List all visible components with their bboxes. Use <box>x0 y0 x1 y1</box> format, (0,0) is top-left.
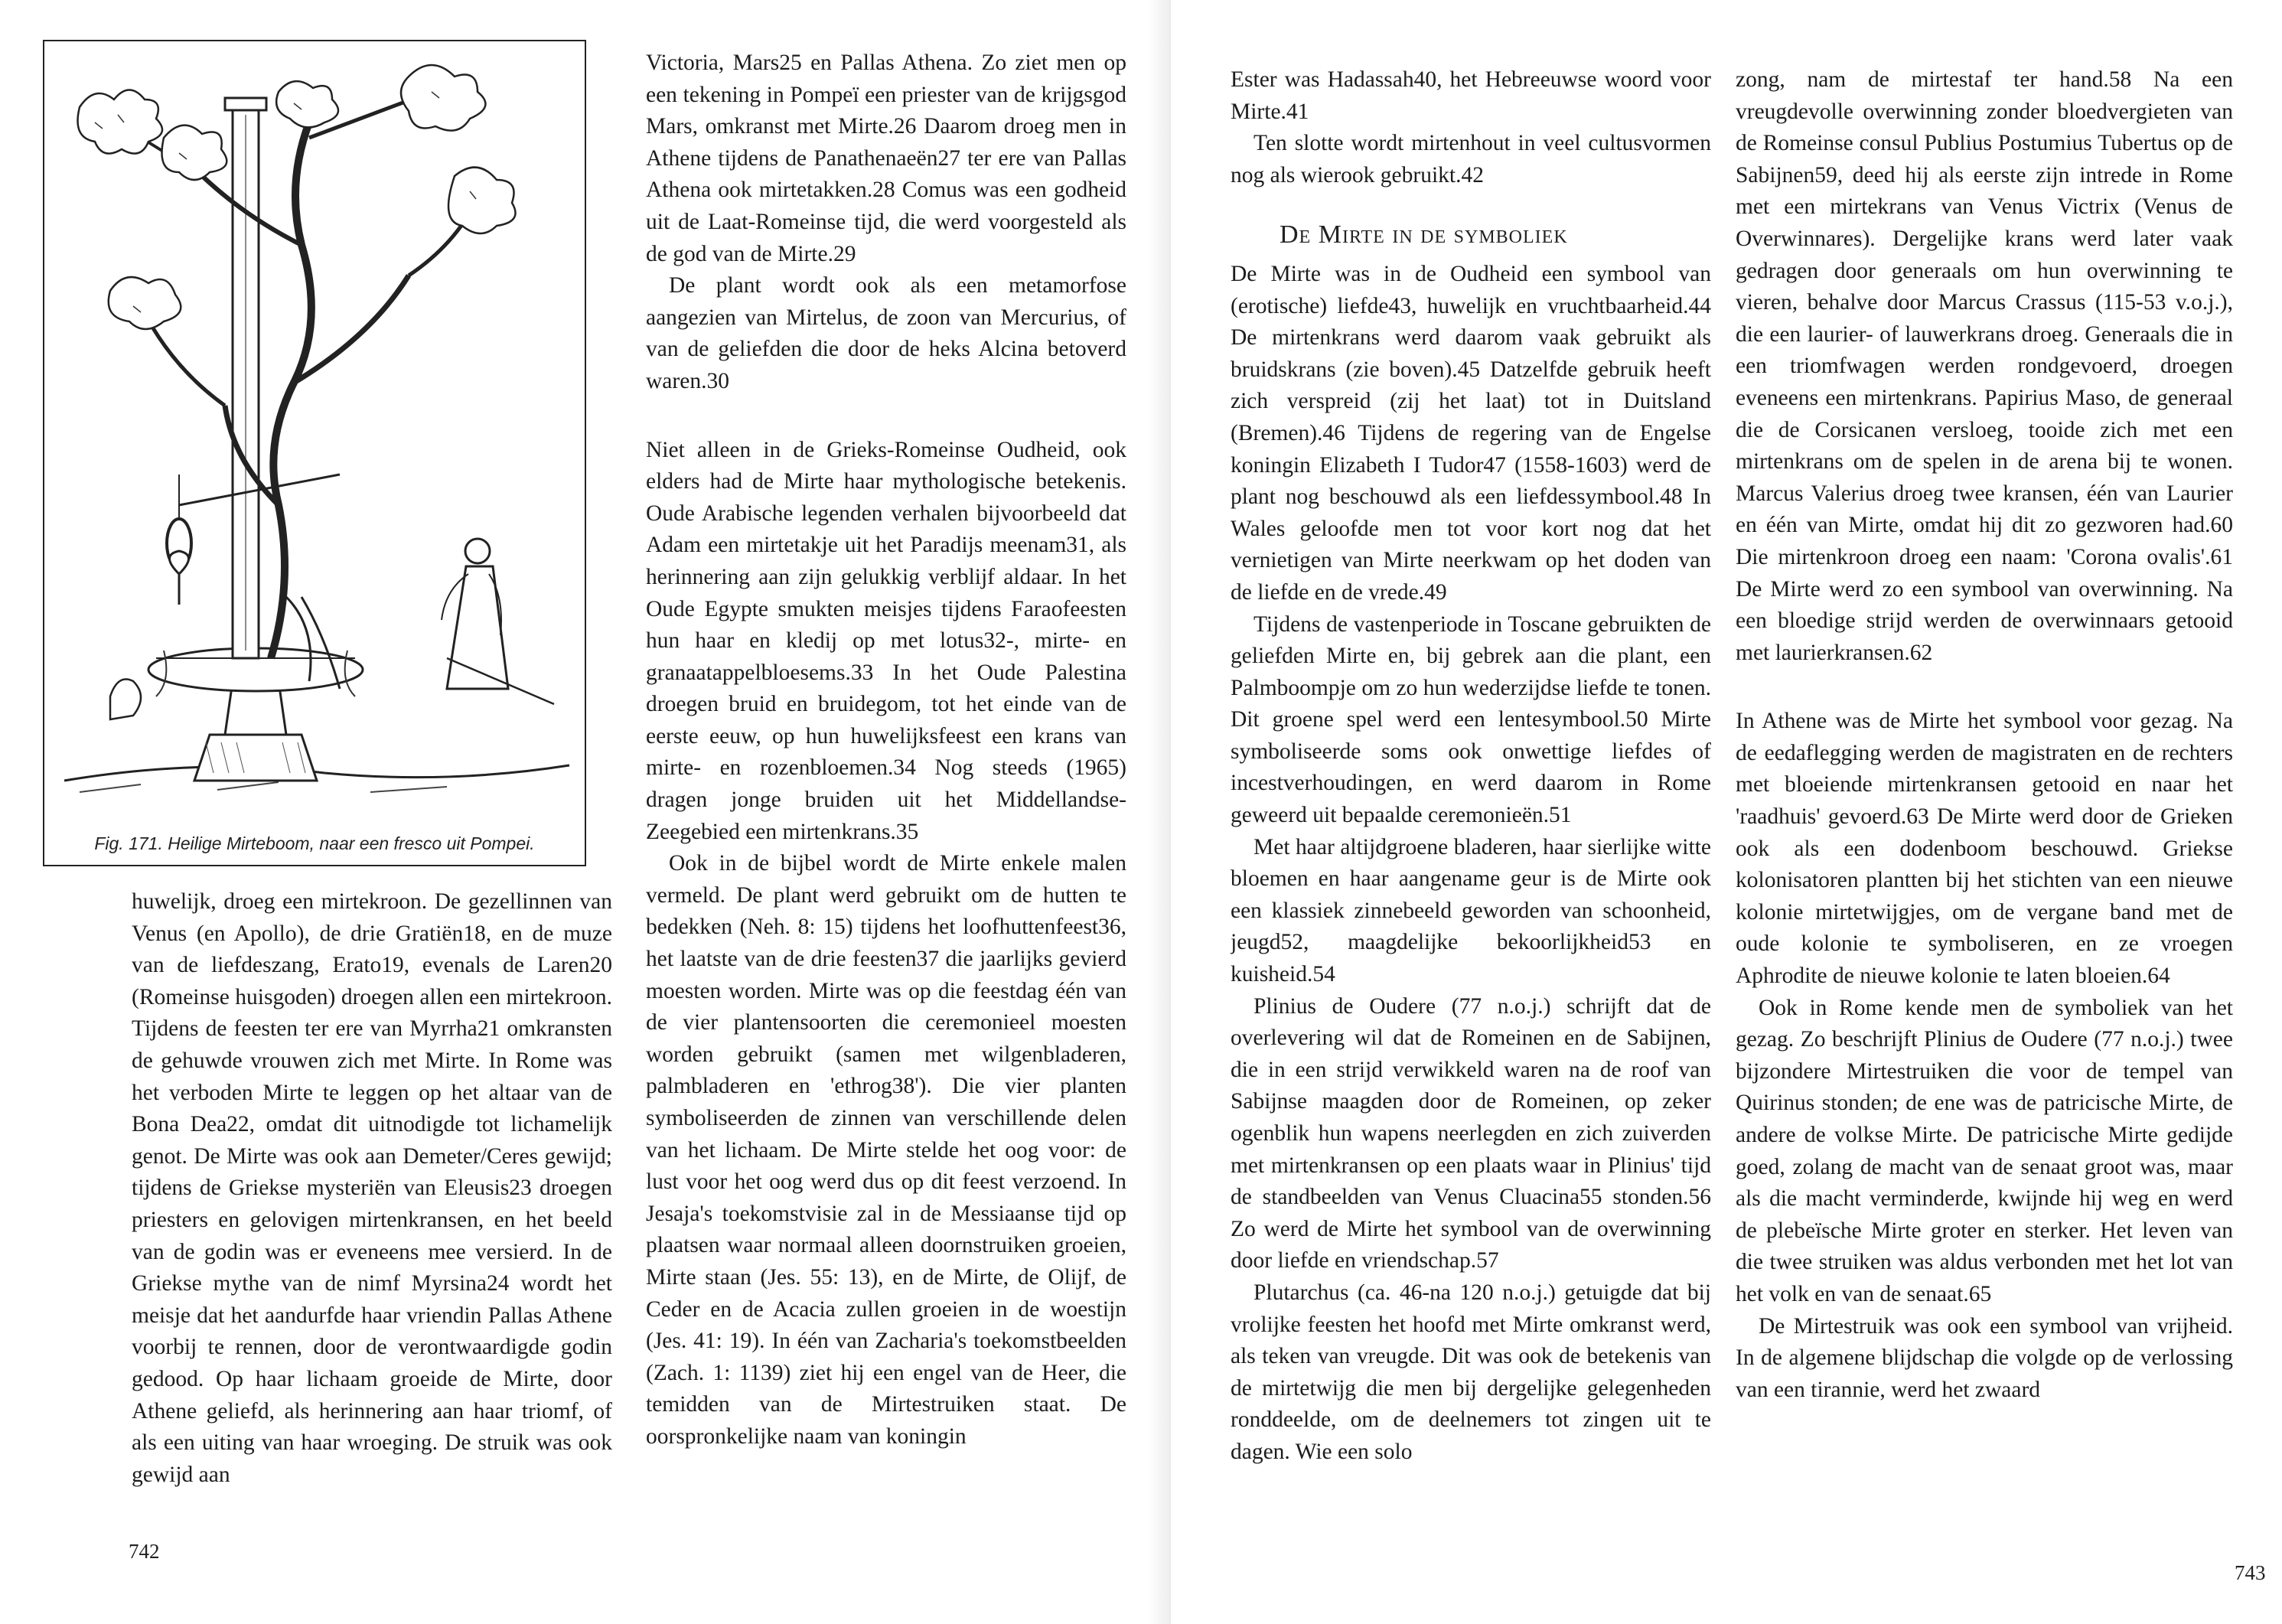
paragraph: Tijdens de vastenperiode in Toscane gebruikten de geliefden Mirte en, bij gebrek aan die plant, een Palmboompje om zo hun wederzijdse liefde te tonen. Dit groene spel werd een lentesymbool.50 Mirte symboliseerde soms ook onwettige liefdes of incestverhoudingen, en werd daarom in Rome geweerd uit bepaalde ceremonieën.51 <box>1231 611 1711 828</box>
right-page <box>1171 0 2282 1624</box>
paragraph: zong, nam de mirtestaf ter hand.58 Na een vreugdevolle overwinning zonder bloedvergieten van de Romeinse consul Publius Postumius Tubertus op de Sabijnen59, deed hij als eerste zijn intrede in Rome met een mirtekrans van Venus Victrix (Venus de Overwinnares). Dergelijke krans werd later vaak gedragen door generaals om hun overwinning te vieren, behalve door Marcus Crassus (115-53 v.o.j.), die een laurier- of lauwerkrans droeg. Generaals die in een triomfwagen werden rondgevoerd, droegen eveneens een mirtenkrans. Papirius Maso, de generaal die de Corsicanen versloeg, tooide zich met een mirtenkrans om de spelen in de arena bij te wonen. Marcus Valerius droeg twee kransen, één van Laurier en één van Mirte, omdat hij dit zo gezworen had.60 Die mirtenkroon droeg een naam: 'Corona ovalis'.61 De Mirte werd zo een symbool van overwinning. Na een bloedige strijd werden de overwinnaars getooid met laurierkransen.62 <box>1736 67 2233 665</box>
paragraph: Plutarchus (ca. 46-na 120 n.o.j.) getuigde dat bij vrolijke feesten het hoofd met Mirte omkranst werd, als teken van vreugde. Dit was ook de betekenis van de mirtetwijg die men bij dergelijke gelegenheden ronddeelde, om de deelnemers tot zingen uit te dagen. Wie een solo <box>1231 1280 1711 1464</box>
paragraph: De Mirte was in de Oudheid een symbool van (erotische) liefde43, huwelijk en vruchtbaarheid.44 De mirtenkrans werd daarom vaak gebruikt als bruidskrans (zie boven).45 Datzelfde gebruik heeft zich verspreid (zij het laat) tot in Duitsland (Bremen).46 Tijdens de regering van de Engelse koningin Elizabeth I Tudor47 (1558-1603) werd de plant nog beschouwd als een liefdessymbool.48 In Wales geloofde men tot voor kort nog dat het vernietigen van Mirte neerkwam op het doden van de liefde en de vrede.49 <box>1231 261 1711 605</box>
paragraph: De plant wordt ook als een metamorfose aangezien van Mirtelus, de zoon van Mercurius, of van de geliefden die door de heks Alcina betoverd waren.30 <box>646 273 1126 393</box>
left-page-column-1 <box>132 886 612 1560</box>
page-number-right: 743 <box>2235 1561 2266 1584</box>
paragraph: huwelijk, droeg een mirtekroon. De gezellinnen van Venus (en Apollo), de drie Gratiën18, en de muze van de liefdeszang, Erato19, evenals de Laren20 (Romeinse huisgoden) droegen allen een mirtekroon. Tijdens de feesten ter ere van Myrrha21 omkransten de gehuwde vrouwen zich met Mirte. In Rome was het verboden Mirte te leggen op het altaar van de Bona Dea22, omdat dit uitnodigde tot lichamelijk genot. De Mirte was ook aan Demeter/Ceres gewijd; tijdens de Griekse mysteriën van Eleusis23 droegen priesters en gelovigen mirtenkransen, en het beeld van de godin was er eveneens mee versierd. In de Griekse mythe van de nimf Myrsina24 wordt het meisje dat het aandurfde haar vriendin Pallas Athene voorbij te rennen, door de verontwaardigde godin gedood. Op haar lichaam groeide de Mirte, door Athene geliefd, als herinnering aan haar triomf, of als een uiting van haar wroeging. De struik was ook gewijd aan <box>132 889 612 1487</box>
paragraph: Plinius de Oudere (77 n.o.j.) schrijft dat de overlevering wil dat de Romeinen en de Sabijnen, die in een strijd verwikkeld waren na de roof van Sabijnse maagden door de Romeinen, op zeker ogenblik hun wapens neerlegden en zich zuiverden met mirtenkransen op een plaats waar in Plinius' tijd de standbeelden van Venus Cluacina55 stonden.56 Zo werd de Mirte het symbool van de overwinning door liefde en vriendschap.57 <box>1231 993 1711 1273</box>
figure <box>43 40 586 866</box>
sacred-myrtle-tree-illustration <box>49 46 580 811</box>
right-page-column-2 <box>1736 64 2233 1549</box>
paragraph: Ester was Hadassah40, het Hebreeuwse woord voor Mirte.41 <box>1231 67 1711 124</box>
paragraph: De Mirtestruik was ook een symbool van vrijheid. In de algemene blijdschap die volgde op de verlossing van een tirannie, werd het zwaard <box>1736 1313 2233 1402</box>
paragraph: In Athene was de Mirte het symbool voor gezag. Na de eedaflegging werden de magistraten en de rechters met bloeiende mirtenkransen getooid en naar het 'raadhuis' gevoerd.63 De Mirte werd door de Grieken ook als een dodenboom beschouwd. Griekse kolonisatoren plantten bij het stichten van een nieuwe kolonie mirtetwijgjes, om de vergane band met de oude kolonie te symboliseren, en ze vroegen Aphrodite de nieuwe kolonie te laten bloeien.64 <box>1736 709 2233 989</box>
paragraph: Met haar altijdgroene bladeren, haar sierlijke witte bloemen en haar aangename geur is de Mirte ook een klassiek zinnebeeld geworden van schoonheid, jeugd52, maagdelijke bekoorlijkheid53 en kuisheid.54 <box>1231 834 1711 987</box>
paragraph: Niet alleen in de Grieks-Romeinse Oudheid, ook elders had de Mirte haar mythologische betekenis. Oude Arabische legenden verhalen bijvoorbeeld dat Adam een mirtetakje uit het Paradijs meenam31, als herinnering aan zijn gelukkig verblijf aldaar. In het Oude Egypte smukten meisjes tijdens Faraofeesten hun haar en kledij op met lotus32-, mirte- en granaatappelbloesems.33 In het Oude Palestina droegen bruid en bruidegom, tot het einde van de eerste eeuw, op hun huwelijksfeest een krans van mirte- en rozenbloemen.34 Nog steeds (1965) dragen jonge bruiden uit het Middellandse-Zeegebied een mirtenkrans.35 <box>646 437 1126 844</box>
page-number-left: 742 <box>129 1540 160 1563</box>
section-heading: De Mirte in de symboliek <box>1280 220 1568 249</box>
paragraph: Victoria, Mars25 en Pallas Athena. Zo ziet men op een tekening in Pompeï een priester van de krijgsgod Mars, omkranst met Mirte.26 Daarom droeg men in Athene tijdens de Panathenaeën27 ter ere van Pallas Athena ook mirtetakken.28 Comus was een godheid uit de Laat-Romeinse tijd, die werd voorgesteld als de god van de Mirte.29 <box>646 51 1126 266</box>
paragraph: Ook in Rome kende men de symboliek van het gezag. Zo beschrijft Plinius de Oudere (77 n.o.j.) twee bijzondere Mirtestruiken die voor de tempel van Quirinus stonden; de ene was de patricische Mirte, de andere de volkse Mirte. De patricische Mirte gedijde goed, zolang de macht van de senaat groot was, maar als die macht verminderde, kwijnde hij weg en werd de plebeïsche Mirte groter en sterker. Het leven van die twee struiken was aldus verbonden met het lot van het volk en van de senaat.65 <box>1736 995 2233 1306</box>
paragraph: Ten slotte wordt mirtenhout in veel cultusvormen nog als wierook gebruikt.42 <box>1231 131 1711 188</box>
paragraph: Ook in de bijbel wordt de Mirte enkele malen vermeld. De plant werd gebruikt om de hutten te bedekken (Neh. 8: 15) tijdens het loofhuttenfeest36, het laatste van de drie feesten37 die jaarlijks gevierd moesten worden. Mirte was op die feestdag één van de vier plantensoorten die ceremonieel moesten worden gebruikt (samen met wilgenbladeren, palmbladeren en 'ethrog38'). Die vier planten symboliseerden de zinnen van verschillende delen van het lichaam. De Mirte stelde het oog voor: de lust voor het oog werd dus op dit feest verzoend. In Jesaja's toekomstvisie zal in de Messiaanse tijd op plaatsen waar normaal alleen doornstruiken groeien, Mirte staan (Jes. 55: 13), en de Mirte, de Olijf, de Ceder en de Acacia zullen groeien in de woestijn (Jes. 41: 19). In één van Zacharia's toekomstbeelden (Zach. 1: 1139) ziet hij een engel van de Heer, die temidden van de Mirtestruiken staat. De oorspronkelijke naam van koningin <box>646 851 1126 1449</box>
right-page-column-1 <box>1231 64 1711 1580</box>
left-page-column-2 <box>646 47 1126 1538</box>
figure-caption: Fig. 171. Heilige Mirteboom, naar een fresco uit Pompei. <box>94 833 535 853</box>
